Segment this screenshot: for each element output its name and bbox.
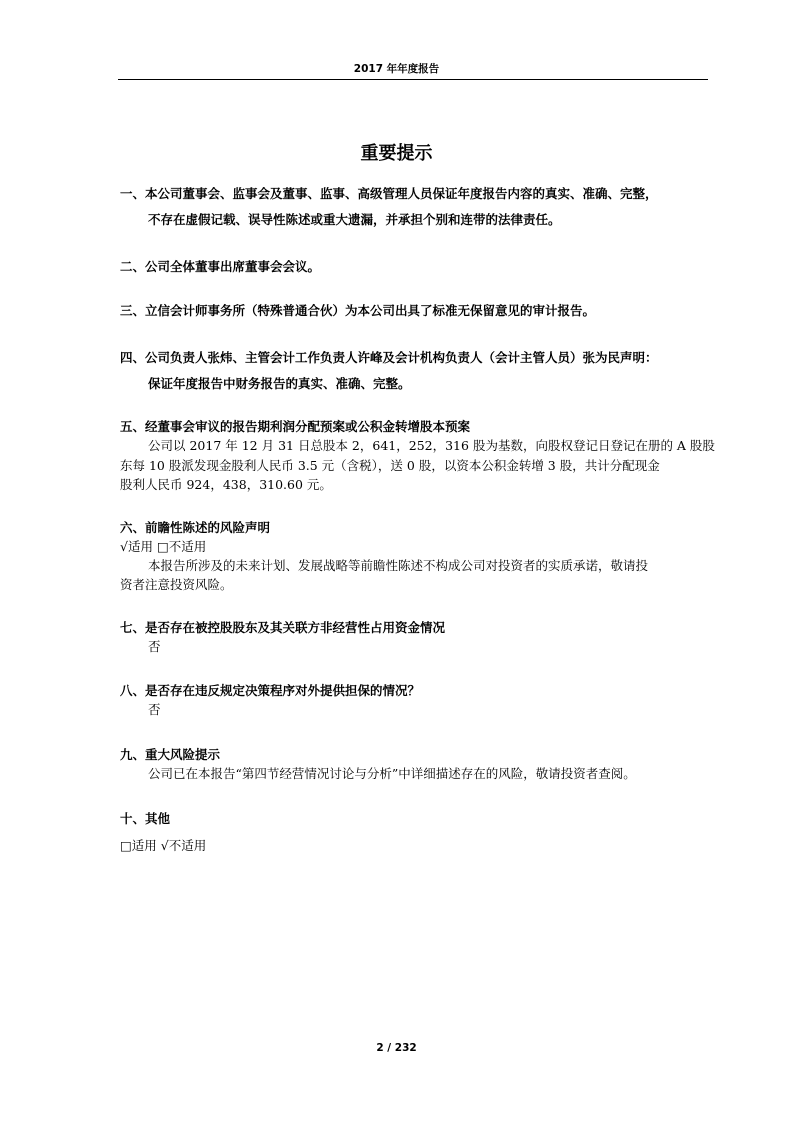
item-5-body-line-3: 股利人民币 924，438，310.60 元。	[120, 477, 332, 492]
item-8-heading: 八、是否存在违反规定决策程序对外提供担保的情况？	[120, 683, 421, 698]
item-6-body-line-1: 本报告所涉及的未来计划、发展战略等前瞻性陈述不构成公司对投资者的实质承诺，敬请投	[148, 558, 649, 573]
header-divider	[118, 79, 708, 80]
item-4-line-1: 四、公司负责人张炜、主管会计工作负责人许峰及会计机构负责人（会计主管人员）张为民声明：	[120, 350, 658, 365]
item-4-line-2: 保证年度报告中财务报告的真实、准确、完整。	[148, 376, 411, 391]
item-3-line-1: 三、立信会计师事务所（特殊普通合伙）为本公司出具了标准无保留意见的审计报告。	[120, 303, 596, 318]
item-5-body-line-2: 东每 10 股派发现金股利人民币 3.5 元（含税），送 0 股，以资本公积金转增 3 股，共计分配现金	[120, 458, 660, 473]
item-1-line-1: 一、本公司董事会、监事会及董事、监事、高级管理人员保证年度报告内容的真实、准确、完整，	[120, 186, 658, 201]
page-number: 2 / 232	[376, 1042, 417, 1054]
item-6-body-line-2: 资者注意投资风险。	[120, 577, 233, 592]
item-2-line-1: 二、公司全体董事出席董事会会议。	[120, 259, 321, 274]
item-9-body-line-1: 公司已在本报告“第四节经营情况讨论与分析”中详细描述存在的风险，敬请投资者查阅。	[148, 766, 636, 781]
page-title: 重要提示	[360, 143, 433, 164]
item-5-heading: 五、经董事会审议的报告期利润分配预案或公积金转增股本预案	[120, 419, 471, 434]
item-7-answer: 否	[148, 639, 161, 654]
item-7-heading: 七、是否存在被控股股东及其关联方非经营性占用资金情况	[120, 620, 446, 635]
running-header: 2017 年年度报告	[353, 63, 440, 75]
item-6-applicability: √适用 □不适用	[120, 539, 207, 554]
item-10-applicability: □适用 √不适用	[120, 838, 207, 853]
item-8-answer: 否	[148, 702, 161, 717]
item-1-line-2: 不存在虚假记载、误导性陈述或重大遗漏，并承担个别和连带的法律责任。	[148, 212, 561, 227]
item-5-body-line-1: 公司以 2017 年 12 月 31 日总股本 2，641，252，316 股为基数，向股权登记日登记在册的 A 股股	[148, 438, 715, 453]
item-10-heading: 十、其他	[120, 811, 171, 826]
item-6-heading: 六、前瞻性陈述的风险声明	[120, 520, 271, 535]
item-9-heading: 九、重大风险提示	[120, 747, 221, 762]
